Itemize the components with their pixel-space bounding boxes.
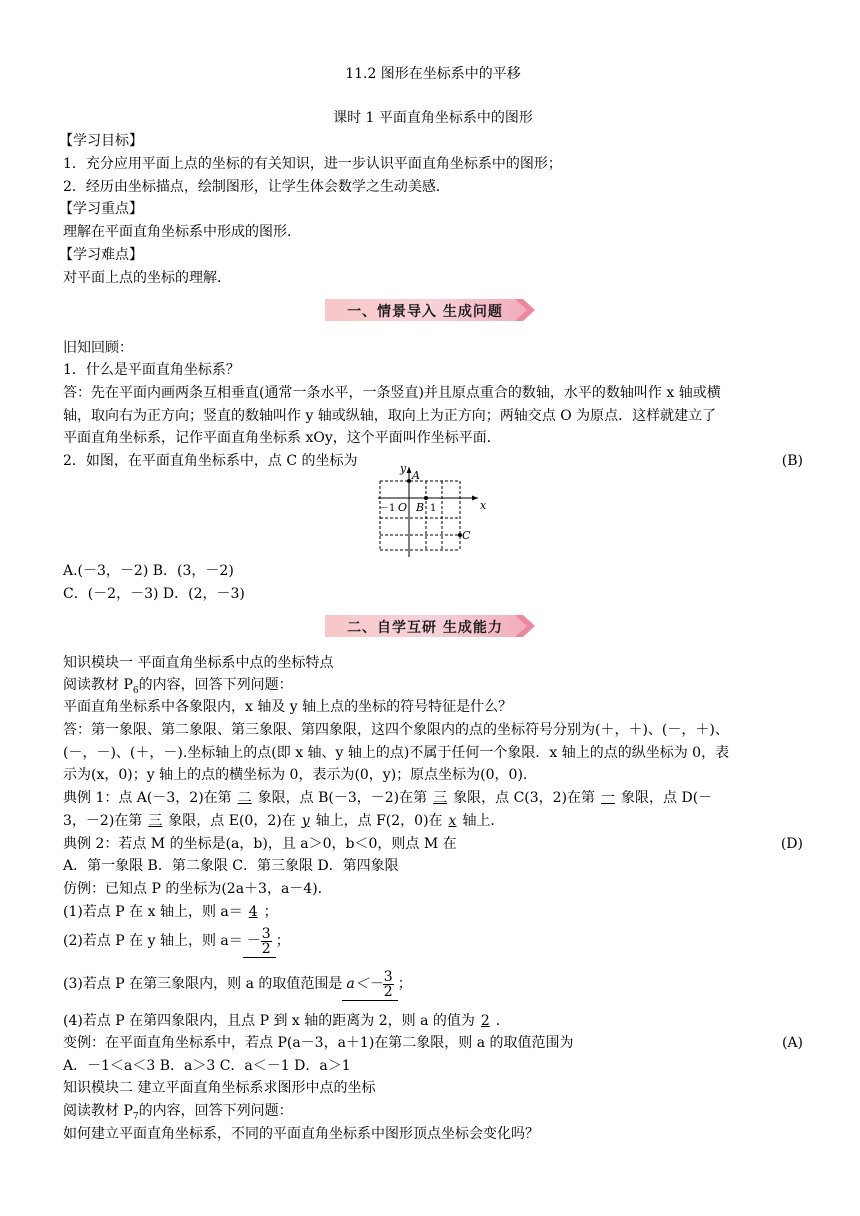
imitation-intro: 仿例：已知点 P 的坐标为(2a＋3，a－4). (63, 881, 323, 897)
tick-label-1: 1 (430, 503, 437, 514)
goal-item-2: 2．经历由坐标描点，绘制图形，让学生体会数学之生动美感． (63, 179, 450, 195)
q2-options-line1: A.(－3，－2) B．(3，－2) (63, 563, 234, 579)
grid-lines (380, 481, 460, 550)
difficulty-text: 对平面上点的坐标的理解． (63, 270, 231, 286)
review-a1-line2: 轴，取向右为正方向；竖直的数轴叫作 y 轴或纵轴，取向上为正方向；两轴交点 O 为原点．这样就建立了 (63, 408, 717, 424)
ex1-blank-2: 三 (433, 790, 448, 806)
imitation-part1 (63, 903, 278, 921)
ex1-text-l2c: 轴上，点 F(2，0)在 (315, 813, 443, 829)
coordinate-grid-svg (378, 461, 548, 561)
review-q1: 1．什么是平面直角坐标系？ (63, 362, 240, 378)
p3-numerator: 3 (383, 968, 393, 985)
p4-answer: 2 (480, 1013, 490, 1029)
ex1-blank-4: 三 (148, 813, 163, 829)
ex1-text-c: 象限，点 B(－3，－2)在第 (257, 790, 428, 806)
page-subscript: 7 (132, 1111, 139, 1122)
p1-answer: 4 (248, 904, 258, 920)
p2-denominator: 2 (261, 940, 271, 957)
key-point-heading: 【学习重点】 (59, 201, 143, 217)
p4-text: (4)若点 P 在第四象限内，且点 P 到 x 轴的距离为 2，则 a 的值为 (63, 1013, 475, 1029)
section-banner-2-label: 二、自学互研 生成能力 (347, 620, 503, 636)
p4-end: ． (495, 1013, 510, 1029)
difficulty-heading: 【学习难点】 (59, 247, 143, 263)
p1-end: ； (263, 904, 278, 920)
y-axis-label: y (400, 462, 407, 475)
p2-answer (243, 925, 276, 958)
module1-answer-line1: 答：第一象限、第二象限、第三象限、第四象限，这四个象限内的点的坐标符号分别为(＋，＋)、(－，＋)、 (63, 722, 729, 738)
ex1-text-d: 象限，点 C(3，2)在第 (453, 790, 596, 806)
goals-heading: 【学习目标】 (59, 133, 143, 149)
page-title: 11.2 图形在坐标系中的平移 (345, 66, 521, 82)
example2-question: 典例 2：若点 M 的坐标是(a，b)，且 a＞0，b＜0，则点 M 在 (63, 836, 457, 852)
module2-heading: 知识模块二 建立平面直角坐标系求图形中点的坐标 (63, 1080, 376, 1096)
key-point-text: 理解在平面直角坐标系中形成的图形． (63, 224, 301, 240)
imitation-part3 (63, 968, 412, 1001)
page-subscript: 6 (132, 685, 139, 696)
example1-line2 (63, 812, 504, 830)
point-c-label: C (462, 529, 471, 542)
p3-answer (342, 968, 397, 1001)
ex1-blank-6: x (448, 813, 457, 829)
point-b-label: B (416, 501, 425, 514)
tick-label-neg1: －1 (379, 503, 396, 514)
point-b (424, 496, 428, 500)
p2-end: ； (275, 933, 290, 949)
read-rest-text: 的内容，回答下列问题： (138, 677, 293, 693)
ex1-blank-1: 二 (237, 790, 252, 806)
module1-heading: 知识模块一 平面直角坐标系中点的坐标特点 (63, 655, 334, 671)
module2-question: 如何建立平面直角坐标系，不同的平面直角坐标系中图形顶点坐标会变化吗？ (63, 1126, 539, 1142)
review-a1-line3: 平面直角坐标系，记作平面直角坐标系 xOy，这个平面叫作坐标平面． (63, 430, 501, 446)
ex1-text-e: 象限，点 D(－ (621, 790, 713, 806)
p2-sign: － (246, 933, 261, 949)
x-axis-arrow (472, 496, 478, 501)
read-text: 阅读教材 P (63, 677, 133, 693)
y-axis-arrow (407, 467, 412, 473)
variation-answer: (A) (781, 1035, 803, 1051)
q2-options-line2: C．(－2，－3) D．(2，－3) (63, 586, 245, 602)
section-banner-1 (325, 297, 537, 323)
imitation-part2 (63, 925, 290, 958)
origin-label: O (398, 501, 408, 514)
p1-text: (1)若点 P 在 x 轴上，则 a＝ (63, 904, 243, 920)
ex1-text-a: 典例 1：点 A(－3，2)在第 (63, 790, 232, 806)
example2-options: A．第一象限 B．第二象限 C．第三象限 D．第四象限 (63, 858, 399, 874)
module1-question: 平面直角坐标系中各象限内，x 轴及 y 轴上点的坐标的符号特征是什么？ (63, 699, 513, 715)
p3-answer-text: a＜－ (346, 976, 383, 992)
p3-fraction (383, 970, 394, 999)
point-a-label: A (412, 469, 420, 482)
ex1-text-l2d: 轴上． (462, 813, 505, 829)
example1-line1 (63, 789, 712, 807)
coordinate-figure (378, 461, 548, 565)
module1-answer-line3: 示为(x，0)；y 轴上的点的横坐标为 0，表示为(0，y)；原点坐标为(0，0). (63, 767, 528, 783)
goal-item-1: 1．充分应用平面上点的坐标的有关知识，进一步认识平面直角坐标系中的图形； (63, 156, 562, 172)
p2-text: (2)若点 P 在 y 轴上，则 a＝ (63, 933, 243, 949)
ex1-text-l2b: 象限，点 E(0，2)在 (168, 813, 296, 829)
example2-answer: (D) (780, 836, 803, 852)
x-axis-label: x (480, 499, 487, 512)
review-q2: 2．如图，在平面直角坐标系中，点 C 的坐标为 (63, 453, 358, 469)
imitation-part4 (63, 1012, 510, 1030)
p3-denominator: 2 (383, 983, 393, 1000)
module2-read-instruction (63, 1102, 293, 1126)
p2-numerator: 3 (261, 925, 271, 942)
section-banner-2 (325, 613, 537, 639)
read-rest-text: 的内容，回答下列问题： (138, 1103, 293, 1119)
p3-text: (3)若点 P 在第三象限内，则 a 的取值范围是 (63, 976, 343, 992)
point-a (407, 479, 411, 483)
review-a1-line1: 答：先在平面内画两条互相垂直(通常一条水平，一条竖直)并且原点重合的数轴，水平的数轴叫作 x 轴或横 (63, 385, 721, 401)
module1-read-instruction (63, 676, 293, 700)
module1-answer-line2: (－，－)、(＋，－).坐标轴上的点(即 x 轴、y 轴上的点)不属于任何一个象限．x 轴上的点的纵坐标为 0，表 (63, 745, 730, 761)
ex1-blank-3: 一 (601, 790, 616, 806)
read-text: 阅读教材 P (63, 1103, 133, 1119)
page-subtitle: 课时 1 平面直角坐标系中的图形 (333, 110, 533, 126)
variation-options: A．－1＜a＜3 B．a＞3 C．a＜－1 D．a＞1 (63, 1058, 351, 1074)
p3-end: ； (397, 976, 412, 992)
section-banner-1-label: 一、情景导入 生成问题 (347, 304, 503, 320)
ex1-blank-5: y (301, 813, 310, 829)
p2-fraction (261, 927, 272, 956)
ex1-text-l2a: 3，－2)在第 (63, 813, 143, 829)
variation-question: 变例：在平面直角坐标系中，若点 P(a－3，a＋1)在第二象限，则 a 的取值范围为 (63, 1035, 574, 1051)
review-heading: 旧知回顾： (63, 340, 133, 356)
review-q2-answer: (B) (781, 453, 803, 469)
